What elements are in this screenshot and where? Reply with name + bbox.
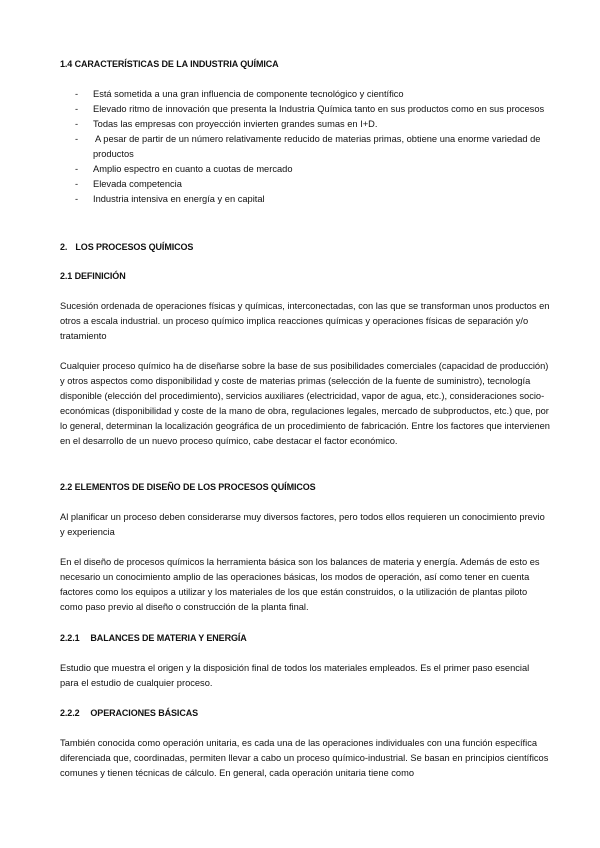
section-heading-1-4: 1.4 CARACTERÍSTICAS DE LA INDUSTRIA QUÍMICA — [60, 59, 279, 69]
balances-paragraph: Estudio que muestra el origen y la disposición final de todos los materiales empleados. Es el primer paso esencial para el estudio de cualquier proceso. — [60, 663, 530, 688]
planning-paragraph: Al planificar un proceso deben considerarse muy diversos factores, pero todos ellos requieren un conocimiento previo y experiencia — [60, 512, 545, 537]
list-item: - Todas las empresas con proyección invierten grandes sumas en I+D. — [75, 119, 378, 129]
list-item: - Elevada competencia — [75, 179, 182, 189]
section-heading-2-1: 2.1 DEFINICIÓN — [60, 271, 126, 281]
list-item: - Está sometida a una gran influencia de componente tecnológico y científico — [75, 89, 404, 99]
list-item: - Industria intensiva en energía y en capital — [75, 194, 265, 204]
unit-operations-paragraph: También conocida como operación unitaria, es cada una de las operaciones individuales con una función específica diferenciada que, coordinadas, permiten llevar a cabo un proceso químico-industrial. Se basan en principios científicos comunes y tienen técnicas de cálculo. En general, cada operación unitaria tiene como — [60, 738, 549, 778]
list-item: - A pesar de partir de un número relativamente reducido de materias primas, obtiene una enorme variedad de productos — [75, 134, 541, 159]
section-1-4 — [60, 57, 550, 72]
characteristics-list — [60, 87, 550, 207]
section-heading-2-2-1: 2.2.1 BALANCES DE MATERIA Y ENERGÍA — [60, 633, 247, 643]
process-design-paragraph: En el diseño de procesos químicos la herramienta básica son los balances de materia y energía. Además de esto es necesario un conocimiento amplio de las operaciones básicas, los modos de operación, así como tener en cuenta factores como los equipos a utilizar y los materiales de los que están construidos, o la utilización de plantas piloto como paso previo al diseño o construcción de la planta final. — [60, 557, 540, 612]
list-item: - Elevado ritmo de innovación que presenta la Industria Química tanto en sus productos como en sus procesos — [75, 104, 545, 114]
design-paragraph: Cualquier proceso químico ha de diseñarse sobre la base de sus posibilidades comerciales (capacidad de producción) y otros aspectos como disponibilidad y coste de materias primas (selección de la fuente de suministro), tecnología disponible (elección del procedimiento), servicios auxiliares (electricidad, vapor de agua, etc.), consideraciones socio-económicas (disponibilidad y coste de la mano de obra, regulaciones legales, mercado de subproductos, etc.) que, por lo general, determinan la localización geográfica de un procedimiento de fabricación. Entre los factores que intervienen en el desarrollo de un nuevo proceso químico, cabe destacar el factor económico. — [60, 361, 550, 446]
definition-paragraph: Sucesión ordenada de operaciones físicas y químicas, interconectadas, con las que se transforman unos productos en otros a escala industrial. un proceso químico implica reacciones químicas y operaciones físicas de separación y/o tratamiento — [60, 301, 550, 341]
section-heading-2-2: 2.2 ELEMENTOS DE DISEÑO DE LOS PROCESOS QUÍMICOS — [60, 482, 316, 492]
section-heading-2: 2. LOS PROCESOS QUÍMICOS — [60, 242, 194, 252]
list-item: - Amplio espectro en cuanto a cuotas de mercado — [75, 164, 293, 174]
section-heading-2-2-2: 2.2.2 OPERACIONES BÁSICAS — [60, 708, 199, 718]
